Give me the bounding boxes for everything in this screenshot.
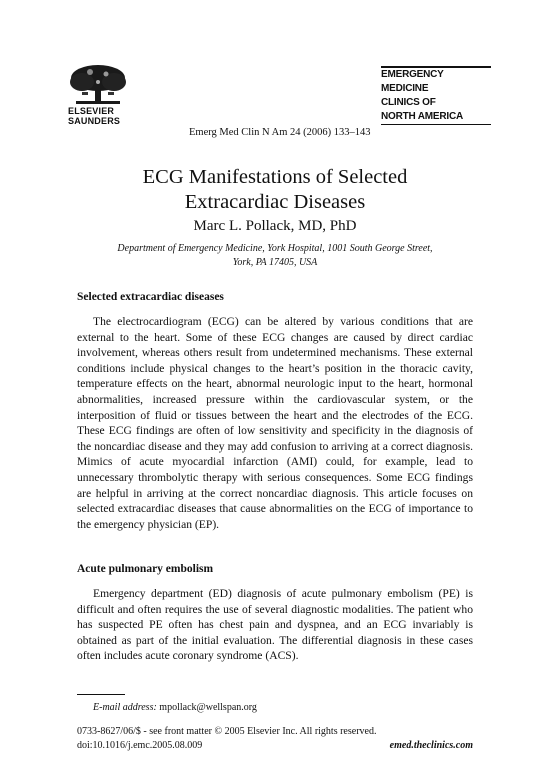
title-line-2: Extracardiac Diseases	[184, 191, 366, 213]
publisher-name: ELSEVIER	[68, 106, 115, 116]
journal-citation: Emerg Med Clin N Am 24 (2006) 133–143	[189, 127, 371, 138]
journal-name-block	[381, 66, 491, 125]
journal-line-4: NORTH AMERICA	[381, 110, 464, 122]
section-heading-extracardiac: Selected extracardiac diseases	[77, 291, 224, 303]
issn-copyright-line: 0733-8627/06/$ - see front matter © 2005 Elsevier Inc. All rights reserved.	[77, 726, 377, 737]
section-heading-pulmonary-embolism: Acute pulmonary embolism	[77, 563, 214, 575]
elsevier-tree-logo-icon	[68, 64, 128, 106]
section-paragraph-pulmonary-embolism: Emergency department (ED) diagnosis of acute pulmonary embolism (PE) is difficult and often requires the use of several diagnostic modalities. The patient who has suspected PE often has chest pain and dyspnea, and an ECG invariably is obtained as part of the initial evaluation. The differential diagnosis in these cases often includes acute coronary syndrome (ACS).	[77, 587, 473, 663]
publisher-imprint: SAUNDERS	[68, 116, 121, 126]
article-author: Marc L. Pollack, MD, PhD	[193, 218, 357, 234]
footnote-rule	[77, 694, 125, 695]
journal-line-1: EMERGENCY	[381, 68, 444, 80]
article-title	[60, 165, 490, 215]
footnote-email	[93, 702, 257, 713]
author-affiliation	[90, 242, 460, 270]
doi-link[interactable]: doi:10.1016/j.emc.2005.08.009	[77, 740, 203, 751]
email-address-link[interactable]: mpollack@wellspan.org	[159, 702, 257, 713]
journal-line-2: MEDICINE	[381, 82, 429, 94]
journal-site-link[interactable]: emed.theclinics.com	[389, 740, 473, 751]
page-footer	[77, 725, 473, 753]
email-label: E-mail address:	[93, 702, 157, 713]
title-line-1: ECG Manifestations of Selected	[142, 166, 408, 188]
publisher-logo	[68, 64, 128, 126]
journal-bottom-rule	[381, 124, 491, 126]
journal-line-3: CLINICS OF	[381, 96, 436, 108]
section-paragraph-extracardiac: The electrocardiogram (ECG) can be altered by various conditions that are external to the heart. Some of these ECG changes are caused by direct cardiac involvement, whereas others result from undetermined mechanisms. These external conditions include physical changes to the heart’s position in the thoracic cavity, temperature effects on the heart, abnormal neurologic input to the heart, hormonal abnormalities, increased pressure within the cardiovascular system, or the interposition of fluid or tissues between the heart and the electrodes of the ECG. These ECG findings are often of low sensitivity and specificity in the diagnosis of the noncardiac disease and they may add confusion to arriving at a correct diagnosis. Mimics of acute myocardial infarction (AMI) could, for example, lead to unnecessary thrombolytic therapy with serious consequences. Some ECG findings are helpful in arriving at the correct noncardiac diagnosis. This article focuses on selected extracardiac diseases that cause abnormalities on the ECG of importance to the emergency physician (EP).	[77, 315, 473, 531]
affiliation-line-2: York, PA 17405, USA	[232, 257, 318, 268]
affiliation-line-1: Department of Emergency Medicine, York Hospital, 1001 South George Street,	[117, 243, 433, 254]
